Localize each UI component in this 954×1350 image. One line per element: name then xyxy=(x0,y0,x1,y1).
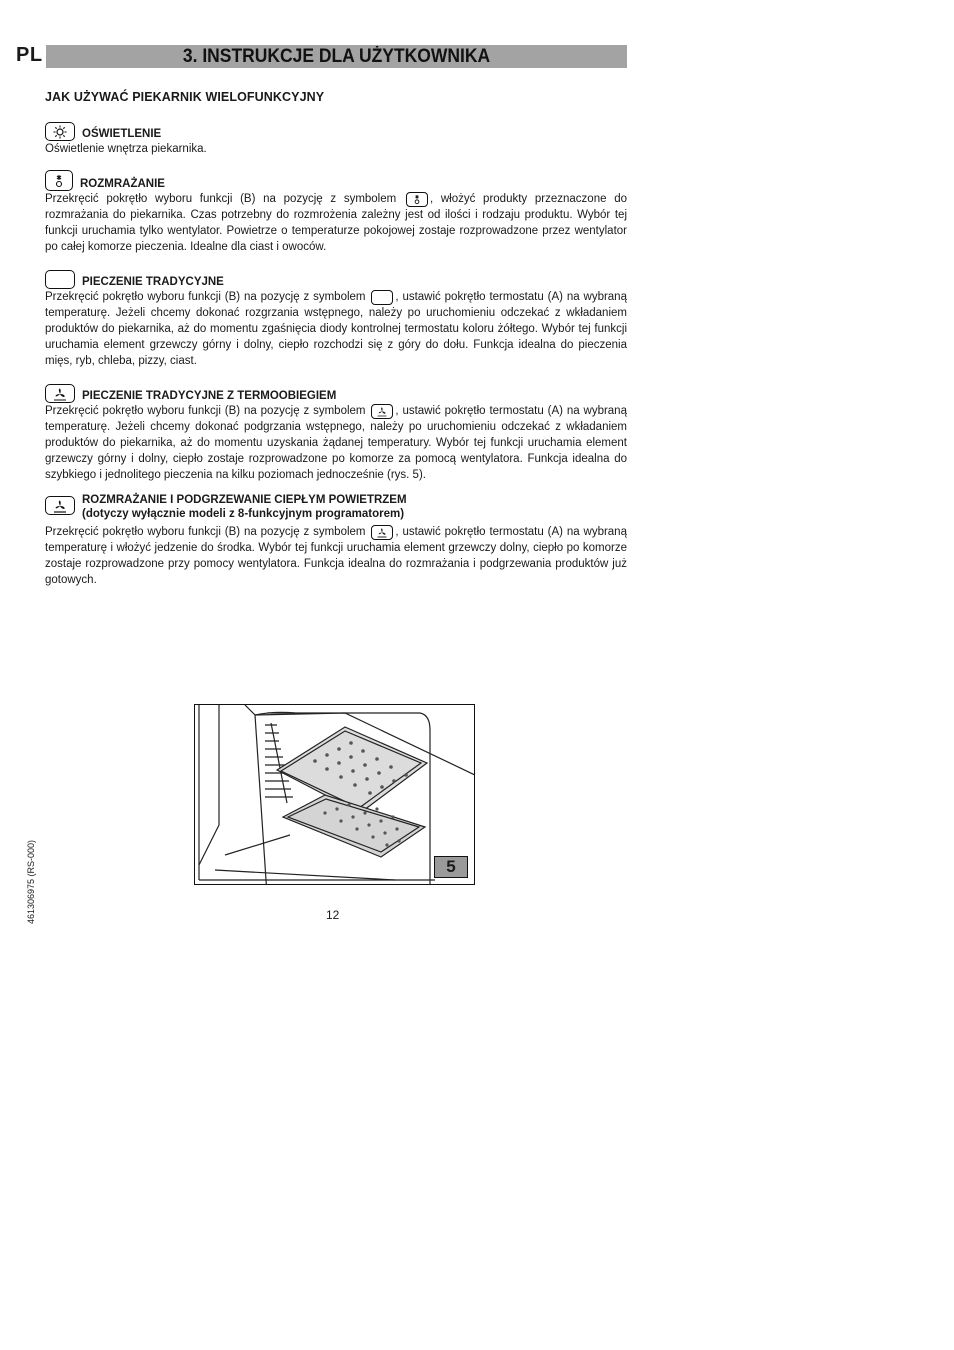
section-title: OŚWIETLENIE xyxy=(82,128,162,140)
section-title: ROZMRAŻANIE xyxy=(80,178,165,190)
section-fan-assisted xyxy=(45,379,627,483)
conventional-heat-icon xyxy=(45,270,75,289)
conventional-heat-icon xyxy=(371,290,393,305)
fan-icon xyxy=(45,384,75,403)
text-part: , ustawić pokrętło termostatu (A) na wybraną temperaturę i włożyć jedzenie do środka. Wybór tej funkcji uruchamia element grzewczy dolny, ciepło po komorze zostaje rozprowadzone przy pomocy wentylatora. Funkcja idealna do rozmrażania i podgrzewania produktów już gotowych. xyxy=(45,526,627,586)
section-header xyxy=(45,117,627,141)
section-text: Oświetlenie wnętrza piekarnika. xyxy=(45,143,207,155)
fan-bottom-heat-icon xyxy=(45,496,75,515)
text-part: Przekręcić pokrętło wyboru funkcji (B) na pozycję z symbolem xyxy=(45,291,366,303)
page-title: 3. INSTRUKCJE DLA UŻYTKOWNIKA xyxy=(182,46,491,67)
section-subtitle: (dotyczy wyłącznie modeli z 8-funkcyjnym programatorem) xyxy=(82,508,405,520)
section-title: ROZMRAŻANIE I PODGRZEWANIE CIEPŁYM POWIETRZEM xyxy=(82,494,407,506)
oven-interior-drawing xyxy=(195,705,475,885)
section-header xyxy=(45,167,627,191)
text-part: , włożyć produkty przeznaczone do rozmrażania do piekarnika. Czas potrzebny do rozmrożenia zależny jest od ilości i rodzaju produktu. Wybór tej funkcji uruchamia tylko wentylator. Powietrze o temperaturze pokojowej zostaje rozprowadzone przez wentylator po całej komorze pieczenia. Idealne dla ciast i owoców. xyxy=(45,193,627,253)
section-conventional xyxy=(45,265,627,369)
figure-number: 5 xyxy=(434,856,468,878)
text-part: Przekręcić pokrętło wyboru funkcji (B) na pozycję z symbolem xyxy=(45,193,397,205)
content xyxy=(45,90,627,598)
section-text xyxy=(45,191,627,255)
section-text xyxy=(45,403,627,483)
section-hot-air xyxy=(45,493,627,588)
section-header xyxy=(45,265,627,289)
oven-light-icon xyxy=(45,122,75,141)
text-part: Przekręcić pokrętło wyboru funkcji (B) na pozycję z symbolem xyxy=(45,405,366,417)
section-text xyxy=(45,289,627,369)
section-lighting xyxy=(45,117,627,157)
defrost-icon xyxy=(45,170,73,191)
fan-icon xyxy=(371,404,393,419)
text-part: Przekręcić pokrętło wyboru funkcji (B) na pozycję z symbolem xyxy=(45,526,366,538)
section-text xyxy=(45,524,627,588)
section-defrost xyxy=(45,167,627,255)
section-header xyxy=(45,493,627,522)
section-title-bar xyxy=(46,45,627,68)
section-title-group xyxy=(82,493,407,522)
document-code: 461306975 (RS-000) xyxy=(26,839,36,924)
defrost-icon xyxy=(406,192,428,207)
fan-bottom-heat-icon xyxy=(371,525,393,540)
section-title: PIECZENIE TRADYCYJNE Z TERMOOBIEGIEM xyxy=(82,390,337,402)
oven-illustration xyxy=(194,704,475,885)
text-part: , ustawić pokrętło termostatu (A) na wybraną temperaturę. Jeżeli chcemy dokonać podgrzania wstępnego, należy po uruchomieniu odczekać z wkładaniem produktów do piekarnika, aż do momentu uzyskania żądanej temperatury. Wybór tej funkcji uruchamia element grzewczy górny i dolny, ciepło zostaje rozprowadzone po komorze za pomocą wentylatora. Funkcja idealna do szybkiego i jednolitego pieczenia na kilku poziomach jednocześnie (rys. 5). xyxy=(45,405,627,481)
main-heading: JAK UŻYWAĆ PIEKARNIK WIELOFUNKCYJNY xyxy=(45,90,325,104)
language-code: PL xyxy=(16,44,43,66)
page-number: 12 xyxy=(326,908,340,922)
text-part: , ustawić pokrętło termostatu (A) na wybraną temperaturę. Jeżeli chcemy dokonać rozgrzania wstępnego, należy po uruchomieniu odczekać z wkładaniem produktów do piekarnika, aż do momentu zgaśnięcia diody kontrolnej termostatu koloru żółtego. Wybór tej funkcji uruchamia element grzewczy górny i dolny, ciepło rozchodzi się z góry do dołu. Funkcja idealna do pieczenia mięs, ryb, chleba, pizzy, ciast. xyxy=(45,291,627,367)
section-title: PIECZENIE TRADYCYJNE xyxy=(82,276,224,288)
section-header xyxy=(45,379,627,403)
